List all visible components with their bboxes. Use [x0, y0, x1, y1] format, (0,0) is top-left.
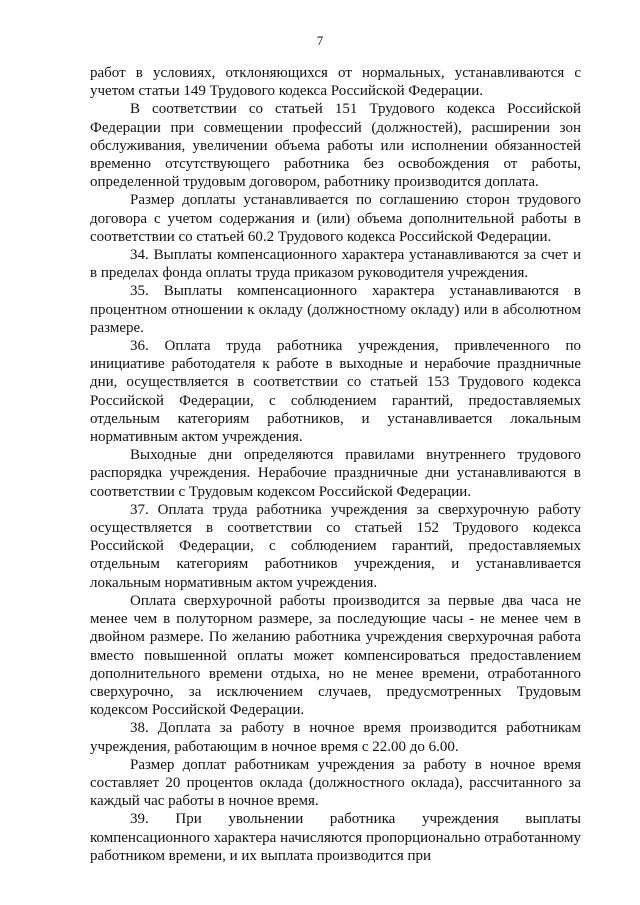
paragraph-days-off: Выходные дни определяются правилами внутреннего трудового распорядка учреждения. Нерабочие праздничные дни устанавливаются в соответствии с Трудовым кодексом Российской Федерации. [90, 447, 581, 500]
paragraph-surcharge-size: Размер доплаты устанавливается по соглашению сторон трудового договора с учетом содержания и (или) объема дополнительной работы в соответствии со статьей 60.2 Трудового кодекса Российской Федерации. [90, 192, 581, 245]
paragraph-item-36: 36. Оплата труда работника учреждения, привлеченного по инициативе работодателя к работе в выходные и нерабочие праздничные дни, осуществляется в соответствии со статьей 153 Трудового кодекса Российской Федерации, с соблюдением гарантий, предоставляемых отдельным категориям работников, и устанавливается локальным нормативным актом учреждения. [90, 338, 581, 446]
paragraph-continuation: работ в условиях, отклоняющихся от нормальных, устанавливаются с учетом статьи 149 Трудового кодекса Российской Федерации. [90, 65, 581, 100]
paragraph-item-35: 35. Выплаты компенсационного характера устанавливаются в процентном отношении к окладу (должностному окладу) или в абсолютном размере. [90, 283, 581, 336]
document-body [90, 64, 581, 865]
paragraph-item-34: 34. Выплаты компенсационного характера устанавливаются за счет и в пределах фонда оплаты труда приказом руководителя учреждения. [90, 247, 581, 282]
paragraph-article-151: В соответствии со статьей 151 Трудового кодекса Российской Федерации при совмещении профессий (должностей), расширении зон обслуживания, увеличении объема работы или исполнении обязанностей временно отсутствующего работника без освобождения от работы, определенной трудовым договором, работнику производится доплата. [90, 101, 581, 191]
paragraph-item-37: 37. Оплата труда работника учреждения за сверхурочную работу осуществляется в соответствии со статьей 152 Трудового кодекса Российской Федерации, с соблюдением гарантий, предоставляемых отдельным категориям работников учреждения, и устанавливается локальным нормативным актом учреждения. [90, 501, 581, 591]
paragraph-night-rate: Размер доплат работникам учреждения за работу в ночное время составляет 20 процентов оклада (должностного оклада), рассчитанного за каждый час работы в ночное время. [90, 756, 581, 810]
page-number: 7 [316, 33, 324, 48]
paragraph-overtime-pay: Оплата сверхурочной работы производится за первые два часа не менее чем в полуторном размере, за последующие часы - не менее чем в двойном размере. По желанию работника учреждения сверхурочная работа вместо повышенной оплаты может компенсироваться предоставлением дополнительного времени отдыха, но не менее времени, отработанного сверхурочно, за исключением случаев, предусмотренных Трудовым кодексом Российской Федерации. [90, 592, 581, 719]
paragraph-item-38: 38. Доплата за работу в ночное время производится работникам учреждения, работающим в ночное время с 22.00 до 6.00. [90, 720, 581, 755]
paragraph-item-39: 39. При увольнении работника учреждения выплаты компенсационного характера начисляются пропорционально отработанному работником времени, и их выплата производится при [90, 811, 581, 864]
